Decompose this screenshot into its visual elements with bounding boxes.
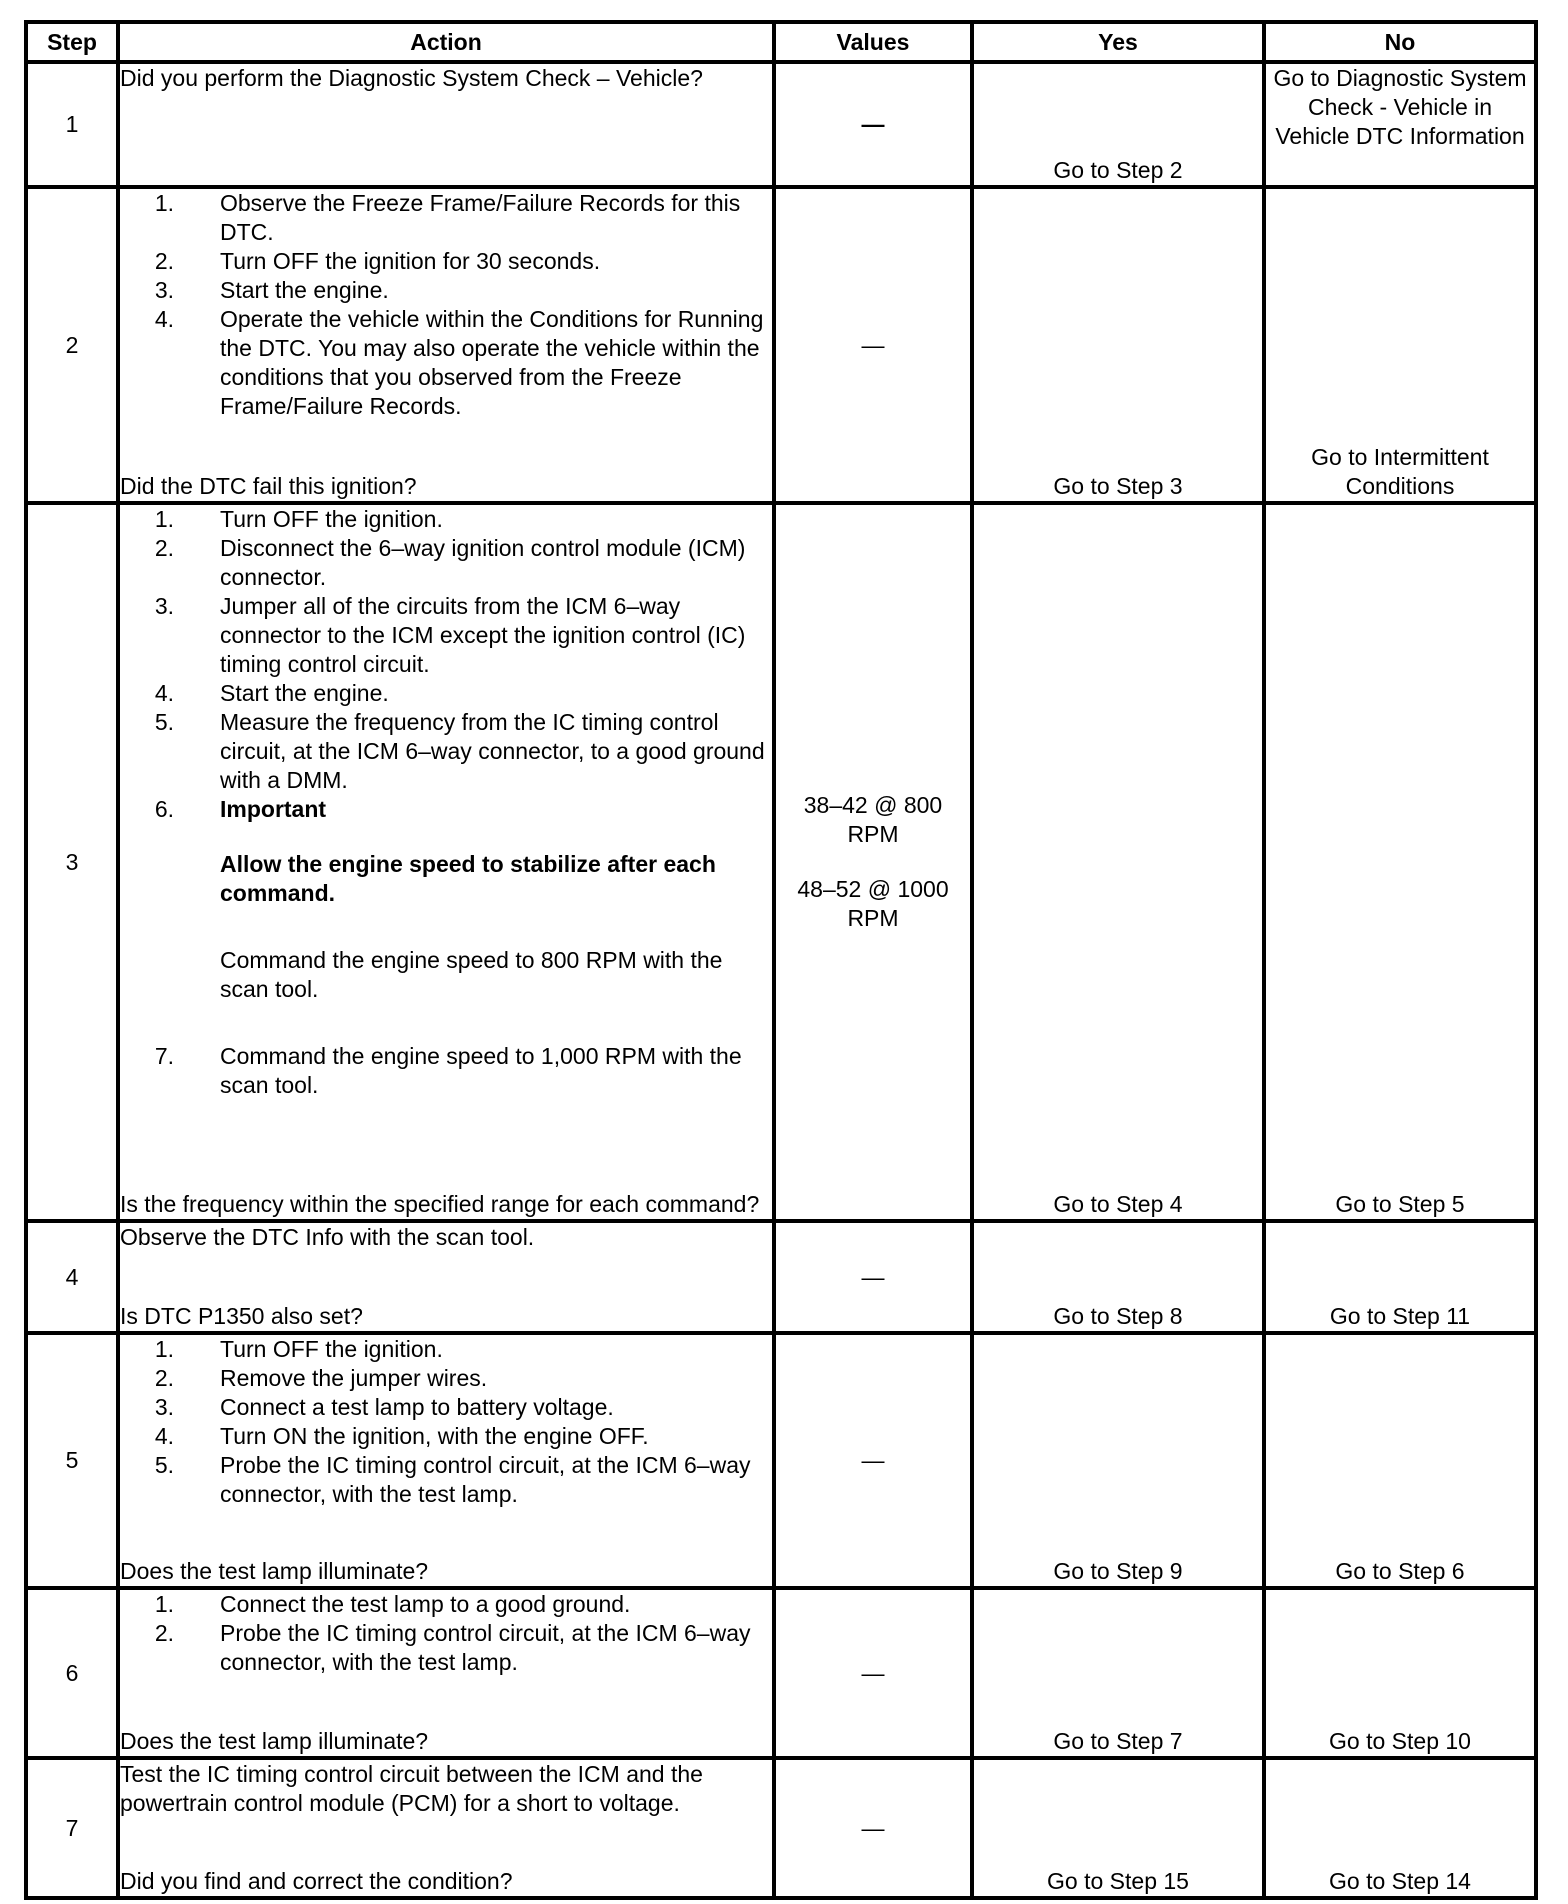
no-cell: Go to Intermittent Conditions xyxy=(1264,187,1536,503)
yes-cell: Go to Step 7 xyxy=(972,1588,1264,1758)
list-item: 1. Observe the Freeze Frame/Failure Records for this DTC. xyxy=(154,190,741,245)
no-cell: Go to Step 10 xyxy=(1264,1588,1536,1758)
step-number: 3 xyxy=(26,503,118,1221)
action-intro: Did you perform the Diagnostic System Check – Vehicle? xyxy=(120,65,703,91)
list-item: 4. Turn ON the ignition, with the engine OFF. xyxy=(154,1423,649,1449)
header-no: No xyxy=(1264,22,1536,62)
important-note: Allow the engine speed to stabilize after each command. xyxy=(220,851,716,906)
action-question: Is DTC P1350 also set? xyxy=(120,1303,363,1329)
value-cell: — xyxy=(774,1588,972,1758)
list-item: 1. Turn OFF the ignition. xyxy=(154,1336,443,1362)
action-cell xyxy=(118,1588,774,1758)
value-cell xyxy=(774,503,972,1221)
action-cell xyxy=(118,1333,774,1588)
list-item: 3. Jumper all of the circuits from the ICM 6–way connector to the ICM except the ignition control (IC) timing control circuit. xyxy=(154,593,746,677)
yes-cell: Go to Step 4 xyxy=(972,503,1264,1221)
yes-cell: Go to Step 9 xyxy=(972,1333,1264,1588)
table-row xyxy=(26,1588,1536,1758)
list-item: 4. Operate the vehicle within the Conditions for Running the DTC. You may also operate the vehicle within the conditions that you observed from the Freeze Frame/Failure Records. xyxy=(154,306,764,419)
table-row xyxy=(26,187,1536,503)
value-range-1000: 48–52 @ 1000 RPM xyxy=(797,876,949,931)
list-item: 7. Command the engine speed to 1,000 RPM with the scan tool. xyxy=(154,1043,742,1098)
list-item: 4. Start the engine. xyxy=(154,680,389,706)
list-item: 2. Probe the IC timing control circuit, at the ICM 6–way connector, with the test lamp. xyxy=(154,1620,751,1675)
table-header-row xyxy=(26,22,1536,62)
yes-cell: Go to Step 8 xyxy=(972,1221,1264,1333)
header-step: Step xyxy=(26,22,118,62)
list-item: 2. Turn OFF the ignition for 30 seconds. xyxy=(154,248,601,274)
value-cell: — xyxy=(774,187,972,503)
header-action: Action xyxy=(118,22,774,62)
diagnostic-table xyxy=(24,20,1538,1900)
action-steps-list xyxy=(120,189,772,421)
action-question: Does the test lamp illuminate? xyxy=(120,1558,429,1584)
header-values: Values xyxy=(774,22,972,62)
list-item: 6. Important xyxy=(120,795,772,824)
list-item: 1. Connect the test lamp to a good ground. xyxy=(154,1591,631,1617)
step-number: 6 xyxy=(26,1588,118,1758)
step-number: 1 xyxy=(26,62,118,187)
table-row xyxy=(26,503,1536,1221)
value-cell: — xyxy=(774,62,972,187)
action-steps-list xyxy=(120,505,772,824)
action-intro: Test the IC timing control circuit between the ICM and the powertrain control module (PCM) for a short to voltage. xyxy=(120,1761,703,1816)
no-cell: Go to Diagnostic System Check - Vehicle in Vehicle DTC Information xyxy=(1264,62,1536,187)
action-cell xyxy=(118,1758,774,1898)
no-cell: Go to Step 11 xyxy=(1264,1221,1536,1333)
action-cell xyxy=(118,62,774,187)
action-cell xyxy=(118,503,774,1221)
action-steps-list xyxy=(120,1335,772,1509)
action-question: Did you find and correct the condition? xyxy=(120,1868,513,1894)
value-cell: — xyxy=(774,1333,972,1588)
action-intro: Observe the DTC Info with the scan tool. xyxy=(120,1224,535,1250)
step-number: 2 xyxy=(26,187,118,503)
action-steps-list xyxy=(120,1042,772,1100)
no-cell: Go to Step 6 xyxy=(1264,1333,1536,1588)
action-cell xyxy=(118,187,774,503)
table-row xyxy=(26,1221,1536,1333)
table-row xyxy=(26,1333,1536,1588)
value-cell: — xyxy=(774,1758,972,1898)
list-item: 3. Connect a test lamp to battery voltage. xyxy=(154,1394,614,1420)
header-yes: Yes xyxy=(972,22,1264,62)
no-cell: Go to Step 5 xyxy=(1264,503,1536,1221)
table-row xyxy=(26,1758,1536,1898)
list-item: 2. Disconnect the 6–way ignition control module (ICM) connector. xyxy=(154,535,746,590)
command-800-text: Command the engine speed to 800 RPM with the scan tool. xyxy=(220,947,723,1002)
list-item: 5. Measure the frequency from the IC timing control circuit, at the ICM 6–way connector, to a good ground with a DMM. xyxy=(154,709,765,793)
action-question: Is the frequency within the specified range for each command? xyxy=(120,1191,760,1217)
list-item: 2. Remove the jumper wires. xyxy=(154,1365,488,1391)
action-question: Did the DTC fail this ignition? xyxy=(120,473,417,499)
action-steps-list xyxy=(120,1590,772,1677)
action-question: Does the test lamp illuminate? xyxy=(120,1728,429,1754)
step-number: 4 xyxy=(26,1221,118,1333)
no-cell: Go to Step 14 xyxy=(1264,1758,1536,1898)
yes-cell: Go to Step 15 xyxy=(972,1758,1264,1898)
important-label: Important xyxy=(220,796,327,822)
yes-cell: Go to Step 3 xyxy=(972,187,1264,503)
list-item: 5. Probe the IC timing control circuit, at the ICM 6–way connector, with the test lamp. xyxy=(154,1452,751,1507)
value-range-800: 38–42 @ 800 RPM xyxy=(803,792,943,847)
value-cell: — xyxy=(774,1221,972,1333)
yes-cell: Go to Step 2 xyxy=(972,62,1264,187)
list-item: 3. Start the engine. xyxy=(154,277,389,303)
step-number: 5 xyxy=(26,1333,118,1588)
list-item: 1. Turn OFF the ignition. xyxy=(154,506,443,532)
action-cell xyxy=(118,1221,774,1333)
table-row xyxy=(26,62,1536,187)
step-number: 7 xyxy=(26,1758,118,1898)
